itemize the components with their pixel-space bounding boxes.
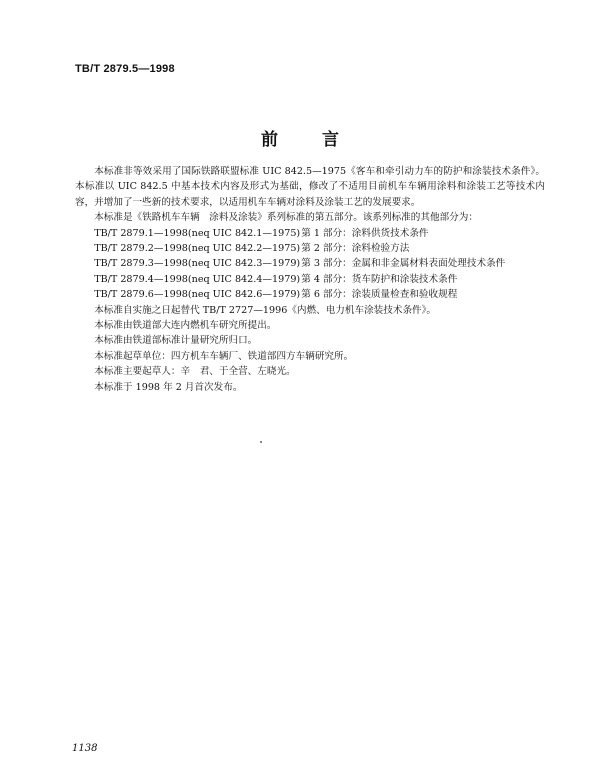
scan-speck (260, 441, 262, 443)
part-title: 第 6 部分：涂装质量检查和验收规程 (301, 289, 458, 301)
replace-note: 本标准自实施之日起替代 TB/T 2727—1996《内燃、电力机车涂装技术条件》。 (94, 304, 437, 316)
release-note: 本标准于 1998 年 2 月首次发布。 (94, 381, 243, 393)
part-code: TB/T 2879.3—1998(neq UIC 842.3—1979) (94, 258, 301, 270)
series-note: 本标准是《铁路机车车辆 涂料及涂装》系列标准的第五部分。该系列标准的其他部分为： (94, 212, 478, 224)
part-title: 第 2 部分：涂料检验方法 (301, 243, 410, 255)
drafters-note: 本标准主要起草人：辛 君、于全营、左晓光。 (94, 366, 296, 378)
part-row (75, 226, 545, 241)
page-title: 前 言 (261, 130, 339, 150)
part-code: TB/T 2879.1—1998(neq UIC 842.1—1975) (94, 227, 301, 239)
part-title: 第 1 部分：涂料供货技术条件 (301, 227, 429, 239)
part-code: TB/T 2879.6—1998(neq UIC 842.6—1979) (94, 289, 301, 301)
part-title: 第 3 部分：金属和非金属材料表面处理技术条件 (301, 258, 506, 270)
part-row (75, 287, 545, 302)
part-title: 第 4 部分：货车防护和涂装技术条件 (301, 273, 458, 285)
part-code: TB/T 2879.4—1998(neq UIC 842.4—1979) (94, 273, 301, 285)
intro-paragraph: 本标准非等效采用了国际铁路联盟标准 UIC 842.5—1975《客车和牵引动力车的防护和涂装技术条件》。本标准以 UIC 842.5 中基本技术内容及形式为基础，修改了不适用目前机车车辆用涂料和涂装工艺等技术内容，并增加了一些新的技术要求，以适用机车车辆对涂料及涂装工艺的发展要求。 (75, 166, 545, 208)
part-row (75, 272, 545, 287)
foreword-body (75, 164, 545, 395)
standard-code-header: TB/T 2879.5—1998 (75, 63, 175, 75)
part-row (75, 256, 545, 271)
page-number: 1138 (72, 743, 98, 754)
drafting-units-note: 本标准起草单位：四方机车车辆厂、铁道部四方车辆研究所。 (94, 350, 354, 362)
proposer-note: 本标准由铁道部大连内燃机车研究所提出。 (94, 320, 277, 332)
part-row (75, 241, 545, 256)
centralizer-note: 本标准由铁道部标准计量研究所归口。 (94, 335, 258, 347)
part-code: TB/T 2879.2—1998(neq UIC 842.2—1975) (94, 243, 301, 255)
